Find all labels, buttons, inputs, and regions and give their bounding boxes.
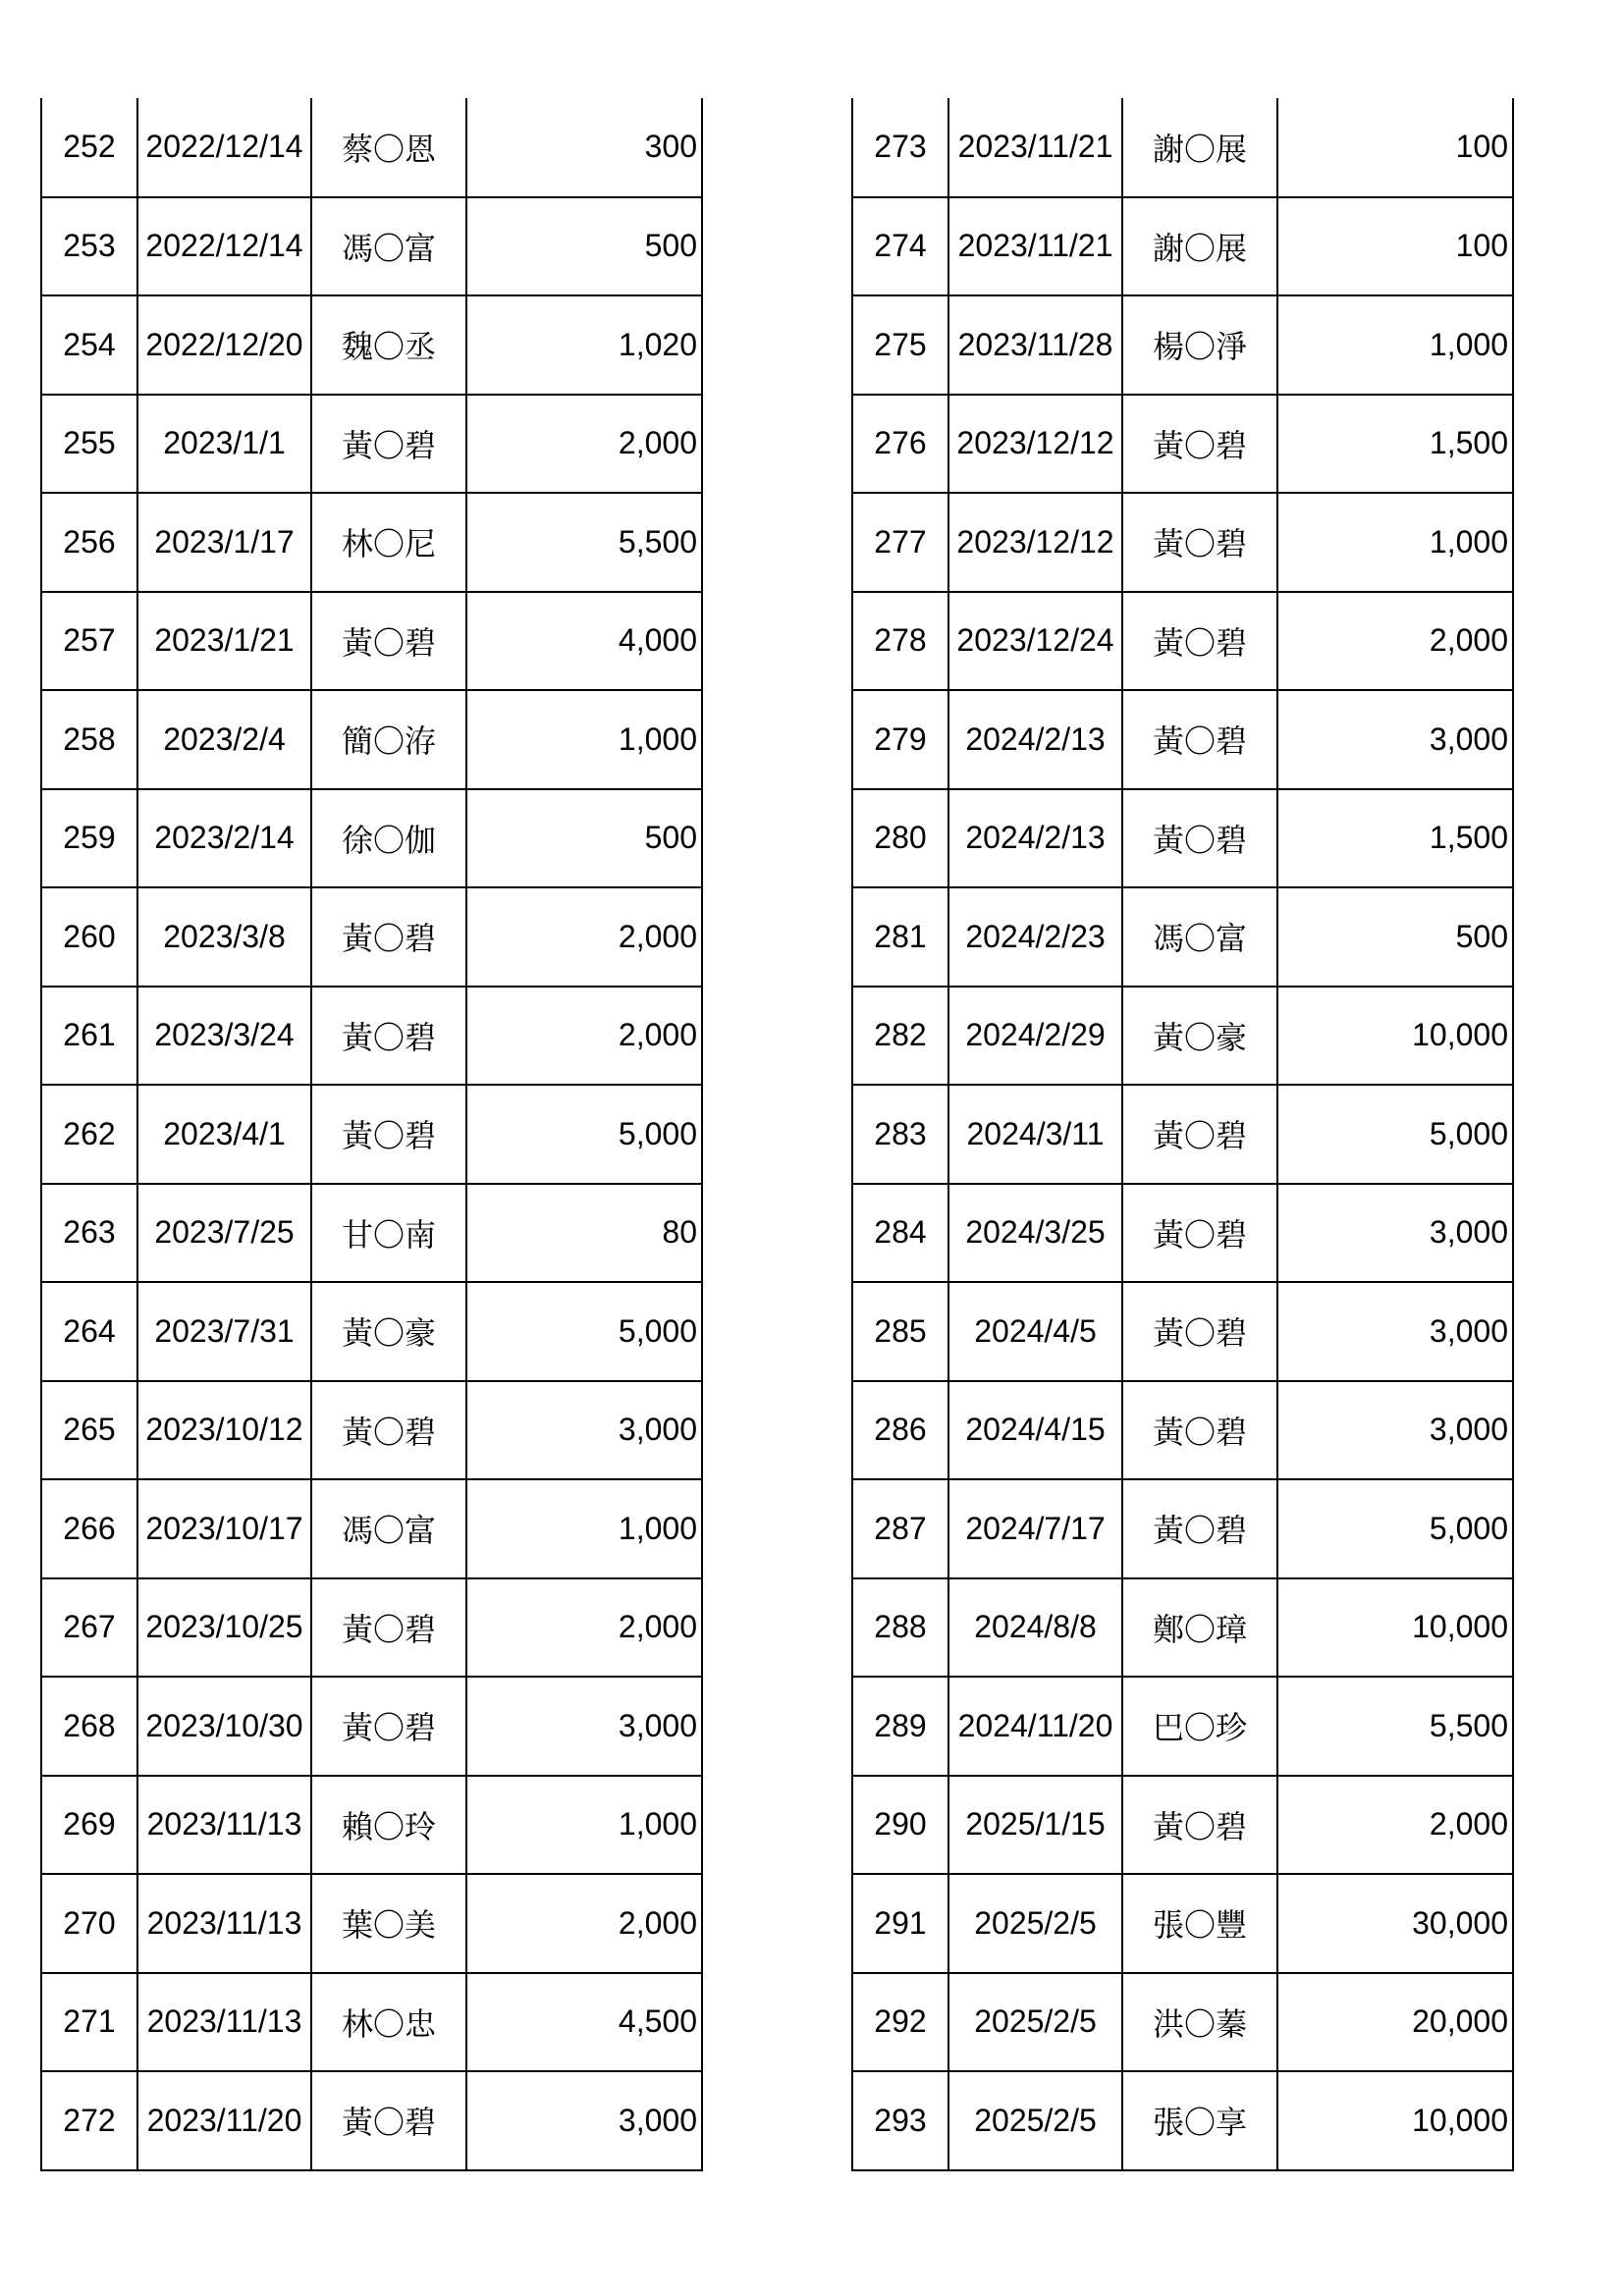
date-cell: 2023/11/13 [137, 1776, 311, 1875]
amount-cell: 2,000 [466, 1874, 702, 1973]
table-row [852, 592, 1513, 691]
donor-name-cell: 黃〇豪 [311, 1282, 466, 1381]
table-row [852, 987, 1513, 1086]
table-row [41, 197, 702, 296]
table-row [852, 1578, 1513, 1678]
table-row [852, 1776, 1513, 1875]
donor-name-cell: 黃〇碧 [311, 1578, 466, 1678]
donor-name-cell: 黃〇碧 [1122, 1282, 1277, 1381]
date-cell: 2023/11/21 [948, 98, 1122, 197]
amount-cell: 3,000 [466, 2071, 702, 2170]
row-number-cell: 283 [852, 1085, 948, 1184]
date-cell: 2024/3/25 [948, 1184, 1122, 1283]
amount-cell: 5,000 [1277, 1479, 1513, 1578]
date-cell: 2023/10/25 [137, 1578, 311, 1678]
row-number-cell: 292 [852, 1973, 948, 2072]
table-row [41, 395, 702, 494]
donor-name-cell: 黃〇碧 [1122, 395, 1277, 494]
amount-cell: 1,000 [466, 1479, 702, 1578]
amount-cell: 2,000 [466, 395, 702, 494]
donor-name-cell: 黃〇碧 [311, 395, 466, 494]
donor-name-cell: 甘〇南 [311, 1184, 466, 1283]
amount-cell: 2,000 [1277, 1776, 1513, 1875]
row-number-cell: 269 [41, 1776, 137, 1875]
table-row [41, 2071, 702, 2170]
row-number-cell: 254 [41, 295, 137, 395]
donor-name-cell: 蔡〇恩 [311, 98, 466, 197]
donor-name-cell: 謝〇展 [1122, 98, 1277, 197]
date-cell: 2023/1/1 [137, 395, 311, 494]
amount-cell: 500 [1277, 887, 1513, 987]
date-cell: 2023/12/12 [948, 493, 1122, 592]
row-number-cell: 282 [852, 987, 948, 1086]
date-cell: 2023/11/13 [137, 1973, 311, 2072]
table-row [41, 690, 702, 789]
date-cell: 2023/11/21 [948, 197, 1122, 296]
amount-cell: 3,000 [466, 1381, 702, 1480]
donor-name-cell: 黃〇碧 [1122, 1479, 1277, 1578]
row-number-cell: 291 [852, 1874, 948, 1973]
donor-name-cell: 林〇忠 [311, 1973, 466, 2072]
donor-name-cell: 葉〇美 [311, 1874, 466, 1973]
date-cell: 2025/2/5 [948, 1874, 1122, 1973]
date-cell: 2023/12/12 [948, 395, 1122, 494]
amount-cell: 1,020 [466, 295, 702, 395]
donor-name-cell: 巴〇珍 [1122, 1677, 1277, 1776]
row-number-cell: 278 [852, 592, 948, 691]
row-number-cell: 275 [852, 295, 948, 395]
amount-cell: 1,000 [466, 690, 702, 789]
amount-cell: 2,000 [466, 987, 702, 1086]
table-row [41, 1282, 702, 1381]
amount-cell: 10,000 [1277, 2071, 1513, 2170]
amount-cell: 1,000 [1277, 295, 1513, 395]
amount-cell: 4,500 [466, 1973, 702, 2072]
donor-name-cell: 黃〇碧 [1122, 1184, 1277, 1283]
donor-name-cell: 黃〇碧 [311, 1677, 466, 1776]
date-cell: 2022/12/20 [137, 295, 311, 395]
table-row [41, 1973, 702, 2072]
row-number-cell: 281 [852, 887, 948, 987]
date-cell: 2023/10/17 [137, 1479, 311, 1578]
date-cell: 2024/2/13 [948, 690, 1122, 789]
table-row [41, 1479, 702, 1578]
table-row [852, 395, 1513, 494]
amount-cell: 20,000 [1277, 1973, 1513, 2072]
date-cell: 2023/7/31 [137, 1282, 311, 1381]
donor-name-cell: 黃〇碧 [1122, 1776, 1277, 1875]
amount-cell: 1,500 [1277, 789, 1513, 888]
row-number-cell: 286 [852, 1381, 948, 1480]
donor-name-cell: 黃〇碧 [311, 2071, 466, 2170]
row-number-cell: 261 [41, 987, 137, 1086]
date-cell: 2023/10/30 [137, 1677, 311, 1776]
table-row [41, 295, 702, 395]
row-number-cell: 272 [41, 2071, 137, 2170]
date-cell: 2023/4/1 [137, 1085, 311, 1184]
table-row [852, 98, 1513, 197]
row-number-cell: 274 [852, 197, 948, 296]
date-cell: 2023/12/24 [948, 592, 1122, 691]
row-number-cell: 289 [852, 1677, 948, 1776]
row-number-cell: 273 [852, 98, 948, 197]
donation-table-right-body [852, 98, 1513, 2170]
table-row [852, 197, 1513, 296]
row-number-cell: 277 [852, 493, 948, 592]
donor-name-cell: 黃〇碧 [311, 1085, 466, 1184]
table-row [852, 690, 1513, 789]
amount-cell: 1,000 [1277, 493, 1513, 592]
date-cell: 2024/4/15 [948, 1381, 1122, 1480]
donor-name-cell: 徐〇伽 [311, 789, 466, 888]
amount-cell: 2,000 [466, 1578, 702, 1678]
date-cell: 2024/2/23 [948, 887, 1122, 987]
amount-cell: 3,000 [466, 1677, 702, 1776]
row-number-cell: 253 [41, 197, 137, 296]
amount-cell: 1,500 [1277, 395, 1513, 494]
donor-name-cell: 鄭〇璋 [1122, 1578, 1277, 1678]
amount-cell: 5,500 [466, 493, 702, 592]
date-cell: 2024/2/13 [948, 789, 1122, 888]
table-row [852, 1973, 1513, 2072]
date-cell: 2023/2/14 [137, 789, 311, 888]
row-number-cell: 288 [852, 1578, 948, 1678]
amount-cell: 10,000 [1277, 1578, 1513, 1678]
date-cell: 2023/11/28 [948, 295, 1122, 395]
donation-table-right [851, 98, 1514, 2171]
date-cell: 2023/3/8 [137, 887, 311, 987]
table-row [852, 1085, 1513, 1184]
row-number-cell: 271 [41, 1973, 137, 2072]
table-row [41, 1381, 702, 1480]
row-number-cell: 255 [41, 395, 137, 494]
table-row [852, 1479, 1513, 1578]
donor-name-cell: 林〇尼 [311, 493, 466, 592]
amount-cell: 500 [466, 197, 702, 296]
row-number-cell: 267 [41, 1578, 137, 1678]
row-number-cell: 285 [852, 1282, 948, 1381]
row-number-cell: 276 [852, 395, 948, 494]
table-row [852, 1282, 1513, 1381]
donor-name-cell: 賴〇玲 [311, 1776, 466, 1875]
table-row [41, 493, 702, 592]
amount-cell: 3,000 [1277, 1184, 1513, 1283]
row-number-cell: 284 [852, 1184, 948, 1283]
row-number-cell: 252 [41, 98, 137, 197]
amount-cell: 100 [1277, 197, 1513, 296]
table-row [852, 1677, 1513, 1776]
date-cell: 2024/3/11 [948, 1085, 1122, 1184]
row-number-cell: 287 [852, 1479, 948, 1578]
amount-cell: 3,000 [1277, 690, 1513, 789]
table-row [852, 1874, 1513, 1973]
amount-cell: 5,500 [1277, 1677, 1513, 1776]
date-cell: 2023/10/12 [137, 1381, 311, 1480]
donor-name-cell: 馮〇富 [311, 197, 466, 296]
amount-cell: 5,000 [1277, 1085, 1513, 1184]
donor-name-cell: 黃〇碧 [311, 987, 466, 1086]
row-number-cell: 263 [41, 1184, 137, 1283]
table-row [41, 592, 702, 691]
donor-name-cell: 馮〇富 [1122, 887, 1277, 987]
table-row [852, 887, 1513, 987]
date-cell: 2023/7/25 [137, 1184, 311, 1283]
row-number-cell: 258 [41, 690, 137, 789]
date-cell: 2023/2/4 [137, 690, 311, 789]
amount-cell: 3,000 [1277, 1282, 1513, 1381]
table-row [41, 887, 702, 987]
table-row [852, 493, 1513, 592]
donor-name-cell: 洪〇蓁 [1122, 1973, 1277, 2072]
donor-name-cell: 楊〇淨 [1122, 295, 1277, 395]
row-number-cell: 264 [41, 1282, 137, 1381]
date-cell: 2023/1/17 [137, 493, 311, 592]
date-cell: 2022/12/14 [137, 197, 311, 296]
row-number-cell: 266 [41, 1479, 137, 1578]
date-cell: 2024/2/29 [948, 987, 1122, 1086]
donor-name-cell: 黃〇碧 [311, 1381, 466, 1480]
donor-name-cell: 黃〇碧 [311, 592, 466, 691]
table-row [852, 295, 1513, 395]
donor-name-cell: 黃〇碧 [1122, 789, 1277, 888]
row-number-cell: 262 [41, 1085, 137, 1184]
table-row [852, 2071, 1513, 2170]
date-cell: 2024/8/8 [948, 1578, 1122, 1678]
date-cell: 2023/3/24 [137, 987, 311, 1086]
donor-name-cell: 簡〇洊 [311, 690, 466, 789]
table-row [852, 1184, 1513, 1283]
table-row [41, 1874, 702, 1973]
date-cell: 2024/4/5 [948, 1282, 1122, 1381]
amount-cell: 1,000 [466, 1776, 702, 1875]
amount-cell: 5,000 [466, 1085, 702, 1184]
amount-cell: 4,000 [466, 592, 702, 691]
donor-name-cell: 張〇享 [1122, 2071, 1277, 2170]
donor-name-cell: 黃〇碧 [1122, 690, 1277, 789]
donation-table-left [40, 98, 703, 2171]
table-row [852, 789, 1513, 888]
row-number-cell: 259 [41, 789, 137, 888]
row-number-cell: 268 [41, 1677, 137, 1776]
amount-cell: 30,000 [1277, 1874, 1513, 1973]
date-cell: 2024/7/17 [948, 1479, 1122, 1578]
table-row [852, 1381, 1513, 1480]
donor-name-cell: 黃〇豪 [1122, 987, 1277, 1086]
date-cell: 2025/2/5 [948, 1973, 1122, 2072]
row-number-cell: 260 [41, 887, 137, 987]
donor-name-cell: 魏〇丞 [311, 295, 466, 395]
amount-cell: 80 [466, 1184, 702, 1283]
donor-name-cell: 馮〇富 [311, 1479, 466, 1578]
amount-cell: 3,000 [1277, 1381, 1513, 1480]
amount-cell: 500 [466, 789, 702, 888]
donor-name-cell: 黃〇碧 [1122, 493, 1277, 592]
table-row [41, 98, 702, 197]
date-cell: 2023/11/20 [137, 2071, 311, 2170]
amount-cell: 2,000 [466, 887, 702, 987]
amount-cell: 5,000 [466, 1282, 702, 1381]
table-row [41, 1184, 702, 1283]
row-number-cell: 257 [41, 592, 137, 691]
amount-cell: 300 [466, 98, 702, 197]
donor-name-cell: 張〇豐 [1122, 1874, 1277, 1973]
row-number-cell: 256 [41, 493, 137, 592]
amount-cell: 2,000 [1277, 592, 1513, 691]
donation-table-left-body [41, 98, 702, 2170]
table-row [41, 1677, 702, 1776]
row-number-cell: 290 [852, 1776, 948, 1875]
row-number-cell: 279 [852, 690, 948, 789]
date-cell: 2025/2/5 [948, 2071, 1122, 2170]
row-number-cell: 280 [852, 789, 948, 888]
donor-name-cell: 謝〇展 [1122, 197, 1277, 296]
table-row [41, 1085, 702, 1184]
row-number-cell: 270 [41, 1874, 137, 1973]
donor-name-cell: 黃〇碧 [1122, 1085, 1277, 1184]
donor-name-cell: 黃〇碧 [311, 887, 466, 987]
amount-cell: 100 [1277, 98, 1513, 197]
date-cell: 2022/12/14 [137, 98, 311, 197]
row-number-cell: 293 [852, 2071, 948, 2170]
date-cell: 2023/1/21 [137, 592, 311, 691]
date-cell: 2024/11/20 [948, 1677, 1122, 1776]
donor-name-cell: 黃〇碧 [1122, 592, 1277, 691]
table-row [41, 1776, 702, 1875]
table-row [41, 789, 702, 888]
donor-name-cell: 黃〇碧 [1122, 1381, 1277, 1480]
table-row [41, 987, 702, 1086]
row-number-cell: 265 [41, 1381, 137, 1480]
amount-cell: 10,000 [1277, 987, 1513, 1086]
table-row [41, 1578, 702, 1678]
date-cell: 2023/11/13 [137, 1874, 311, 1973]
date-cell: 2025/1/15 [948, 1776, 1122, 1875]
